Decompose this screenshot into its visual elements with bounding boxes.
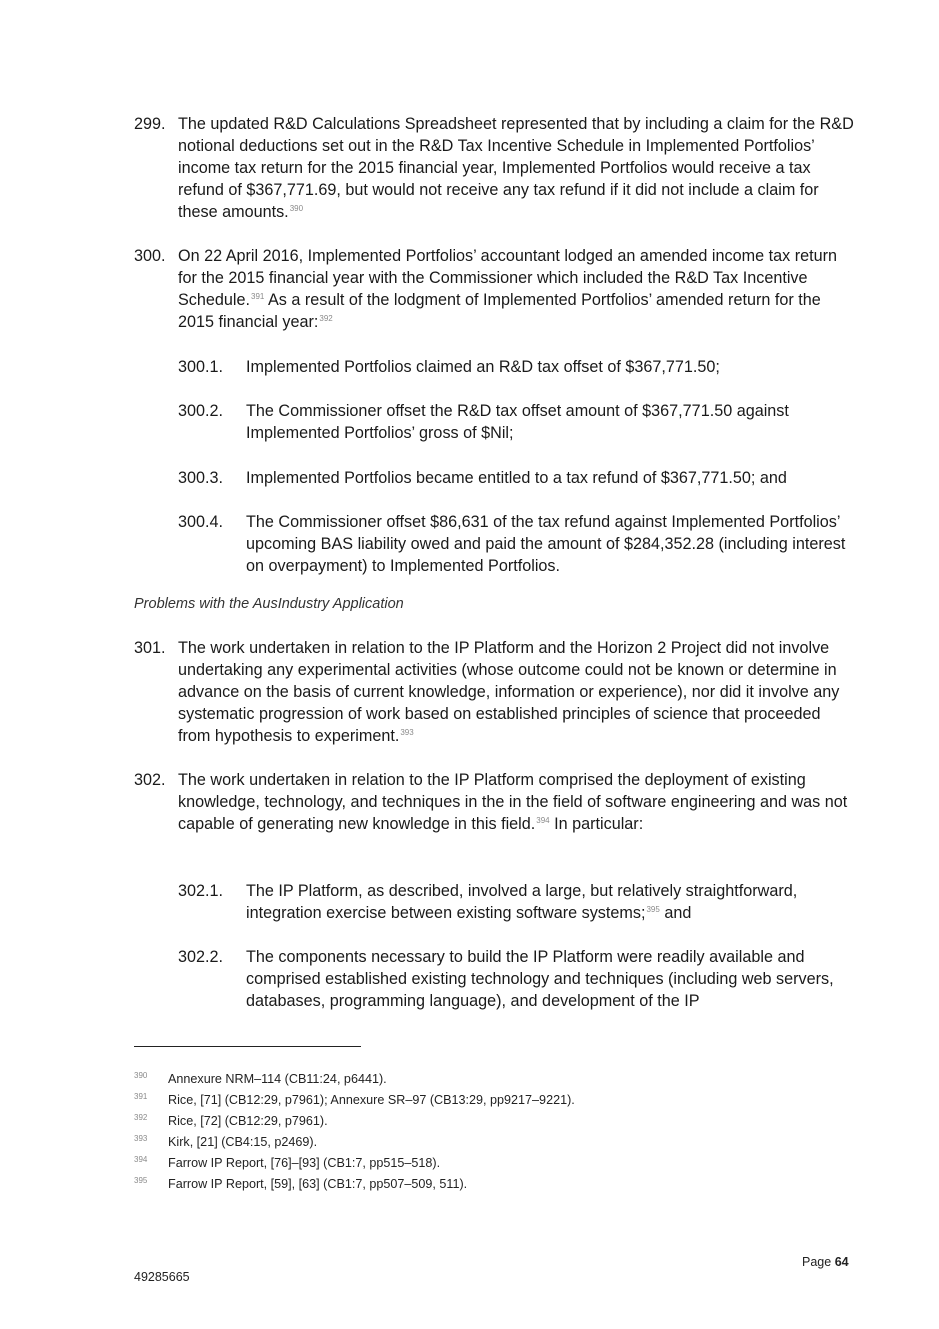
paragraph-text: The work undertaken in relation to the IP Platform comprised the deployment of existing knowledge, technology, and techniques in the in the field of software engineering and was not capable of generating new knowledge in this field.$^{394}$ In particular: [178, 771, 848, 833]
subparagraph-number: 300.2. [178, 402, 224, 420]
footnote-number: 394 [134, 1155, 148, 1164]
paragraph-number: 300. [134, 247, 166, 265]
footnote [134, 1153, 834, 1174]
footnote-number: 393 [134, 1134, 148, 1143]
subparagraph-text: Implemented Portfolios became entitled to a tax refund of $367,771.50; and [246, 469, 787, 487]
subparagraph-300-1 [178, 356, 854, 378]
subparagraph-number: 300.4. [178, 513, 224, 531]
paragraph-number: 301. [134, 639, 166, 657]
footnote-separator [134, 1046, 361, 1047]
subparagraph-number: 300.3. [178, 469, 224, 487]
footnote-text: Annexure NRM–114 (CB11:24, p6441). [168, 1072, 387, 1086]
subparagraph-text: The Commissioner offset $86,631 of the tax refund against Implemented Portfolios’ upcoming BAS liability owed and paid the amount of $284,352.28 (including interest on overpayment) to Implemented Portfolios. [246, 513, 846, 575]
footnote [134, 1132, 834, 1153]
footnote [134, 1090, 834, 1111]
footnote [134, 1174, 834, 1195]
subparagraph-300-2 [178, 400, 854, 444]
footnote-number: 391 [134, 1092, 148, 1101]
footnote-ref[interactable]: 394 [536, 816, 550, 825]
paragraph-text: The updated R&D Calculations Spreadsheet represented that by including a claim for the R&D notional deductions set out in the R&D Tax Incentive Schedule in Implemented Portfolios’ income tax return for the 2015 financial year, Implemented Portfolios would receive a tax refund of $367,771.69, but would not receive any tax refund if it did not include a claim for these amounts.$^{390}$ [178, 115, 854, 221]
subparagraph-text: The components necessary to build the IP Platform were readily available and comprised established existing technology and techniques (including web servers, databases, programming language), and development of the IP [246, 948, 834, 1010]
paragraph-301 [134, 637, 854, 747]
footnote [134, 1111, 834, 1132]
paragraph-299 [134, 113, 854, 223]
footnote-ref[interactable]: 391 [251, 292, 265, 301]
page-label: Page [802, 1255, 832, 1269]
page-number-value: 64 [834, 1255, 849, 1269]
footnote-number: 395 [134, 1176, 148, 1185]
paragraph-number: 302. [134, 771, 166, 789]
paragraph-300 [134, 245, 854, 333]
subparagraph-number: 302.1. [178, 882, 224, 900]
subparagraph-number: 302.2. [178, 948, 224, 966]
footnote-ref[interactable]: 392 [319, 314, 333, 323]
subparagraph-300-3 [178, 467, 854, 489]
footnote-text: Rice, [71] (CB12:29, p7961); Annexure SR–97 (CB13:29, pp9217–9221). [168, 1093, 575, 1107]
subparagraph-302-1 [178, 880, 854, 924]
document-id: 49285665 [134, 1270, 190, 1284]
footnote-text: Farrow IP Report, [76]–[93] (CB1:7, pp515–518). [168, 1156, 441, 1170]
footnote-number: 390 [134, 1071, 148, 1080]
footnote-text: Rice, [72] (CB12:29, p7961). [168, 1114, 328, 1128]
subparagraph-302-2 [178, 946, 854, 1012]
footnote-number: 392 [134, 1113, 148, 1122]
section-heading: Problems with the AusIndustry Application [134, 596, 404, 612]
footnote-text: Farrow IP Report, [59], [63] (CB1:7, pp507–509, 511). [168, 1177, 468, 1191]
footnote [134, 1069, 834, 1090]
paragraph-text: The work undertaken in relation to the IP Platform and the Horizon 2 Project did not involve undertaking any experimental activities (whose outcome could not be known or determine in advance on the basis of current knowledge, information or experience), nor did it involve any systematic progression of work based on established principles of science that proceeded from hypothesis to experiment.$^{393}$ [178, 639, 840, 745]
footnote-ref[interactable]: 393 [400, 728, 414, 737]
footnote-ref[interactable]: 390 [289, 204, 304, 213]
paragraph-text: On 22 April 2016, Implemented Portfolios’ accountant lodged an amended income tax return for the 2015 financial year with the Commissioner which included the R&D Tax Incentive Schedule.$^{391}$ As a result of the lodgment of Implemented Portfolios’ amended return for the 2015 financial year:$^{392}$ [178, 247, 837, 331]
subparagraph-number: 300.1. [178, 358, 224, 376]
subparagraph-text: The Commissioner offset the R&D tax offset amount of $367,771.50 against Implemented Portfolios’ gross of $Nil; [246, 402, 789, 442]
subparagraph-300-4 [178, 511, 854, 577]
subparagraph-text: The IP Platform, as described, involved a large, but relatively straightforward, integration exercise between existing software systems;$^{395}$ and [246, 882, 798, 922]
paragraph-302 [134, 769, 854, 835]
footnote-ref[interactable]: 395 [646, 905, 660, 914]
page-number [802, 1255, 849, 1269]
subparagraph-text: Implemented Portfolios claimed an R&D tax offset of $367,771.50; [246, 358, 720, 376]
footnote-text: Kirk, [21] (CB4:15, p2469). [168, 1135, 318, 1149]
paragraph-number: 299. [134, 115, 166, 133]
footnotes [134, 1069, 834, 1195]
